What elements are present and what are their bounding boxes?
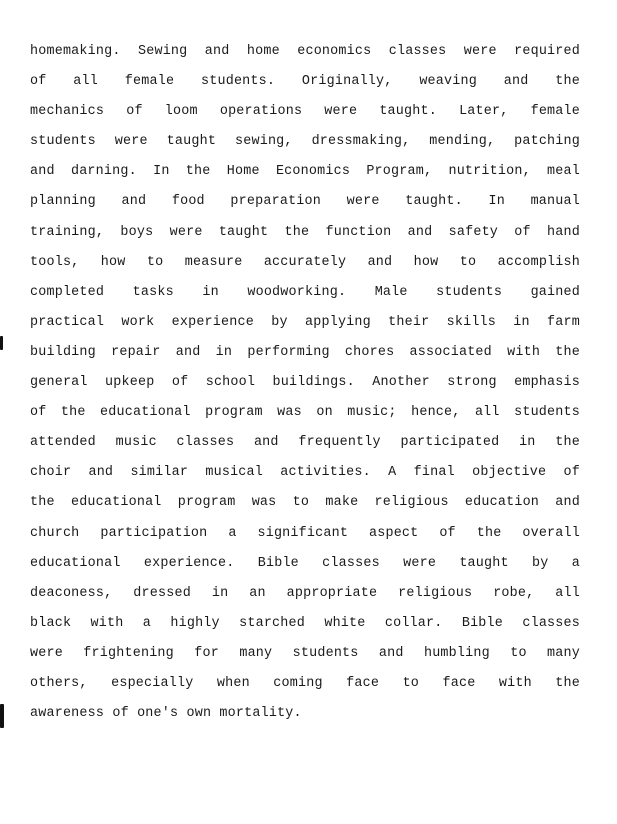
margin-mark	[0, 704, 4, 728]
text-line: deaconess, dressed in an appropriate religious robe, all	[30, 585, 580, 601]
text-line: completed tasks in woodworking. Male students gained	[30, 284, 580, 300]
text-line: attended music classes and frequently participated in the	[30, 435, 580, 451]
text-line: of all female students. Originally, weaving and the	[30, 74, 580, 90]
text-line: choir and similar musical activities. A final objective of	[30, 465, 580, 481]
text-line: general upkeep of school buildings. Another strong emphasis	[30, 375, 580, 391]
text-line: and darning. In the Home Economics Program, nutrition, meal	[30, 164, 580, 180]
text-line: students were taught sewing, dressmaking, mending, patching	[30, 134, 580, 150]
text-line: practical work experience by applying their skills in farm	[30, 314, 580, 330]
body-paragraph	[30, 40, 580, 732]
text-line: planning and food preparation were taught. In manual	[30, 194, 580, 210]
text-line: educational experience. Bible classes were taught by a	[30, 555, 580, 571]
margin-mark	[0, 336, 3, 350]
text-line: church participation a significant aspect of the overall	[30, 525, 580, 541]
text-line: tools, how to measure accurately and how to accomplish	[30, 254, 580, 270]
text-line: homemaking. Sewing and home economics classes were required	[30, 44, 580, 59]
text-line: of the educational program was on music; hence, all students	[30, 405, 580, 421]
text-line: the educational program was to make religious education and	[30, 495, 580, 511]
text-line: awareness of one's own mortality.	[30, 706, 302, 722]
text-line: mechanics of loom operations were taught. Later, female	[30, 104, 580, 120]
text-line: were frightening for many students and humbling to many	[30, 645, 580, 661]
text-line: others, especially when coming face to face with the	[30, 675, 580, 691]
text-line: black with a highly starched white collar. Bible classes	[30, 615, 580, 631]
text-line: training, boys were taught the function and safety of hand	[30, 224, 580, 240]
text-line: building repair and in performing chores associated with the	[30, 344, 580, 360]
